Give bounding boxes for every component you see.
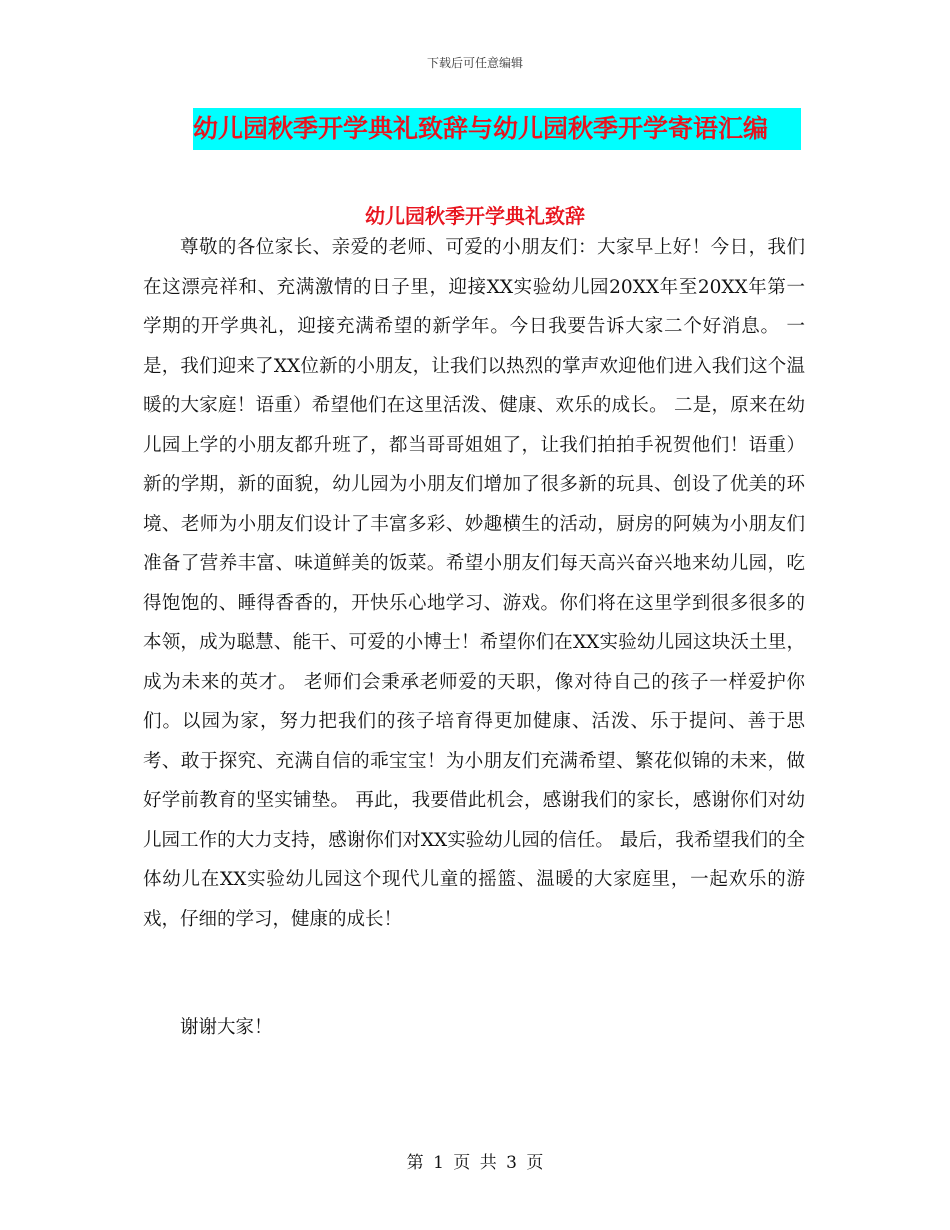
document-title: 幼儿园秋季开学典礼致辞与幼儿园秋季开学寄语汇编 <box>193 108 801 150</box>
closing-line: 谢谢大家！ <box>180 1017 273 1038</box>
page-number-footer: 第 1 页 共 3 页 <box>406 1153 544 1173</box>
speech-body-paragraph: 尊敬的各位家长、亲爱的老师、可爱的小朋友们：大家早上好！今日，我们在这漂亮祥和、充满激情的日子里，迎接XX实验幼儿园20XX年至20XX年第一学期的开学典礼，迎接充满希望的新学年。今日我要告诉大家二个好消息。 一是，我们迎来了XX位新的小朋友，让我们以热烈的掌声欢迎他们进入我们这个温暖的大家庭！语重）希望他们在这里活泼、健康、欢乐的成长。 二是，原来在幼儿园上学的小朋友都升班了，都当哥哥姐姐了，让我们拍拍手祝贺他们！语重） 新的学期，新的面貌，幼儿园为小朋友们增加了很多新的玩具、创设了优美的环境、老师为小朋友们设计了丰富多彩、妙趣横生的活动，厨房的阿姨为小朋友们准备了营养丰富、味道鲜美的饭菜。希望小朋友们每天高兴奋兴地来幼儿园，吃得饱饱的、睡得香香的，开快乐心地学习、游戏。你们将在这里学到很多很多的本领，成为聪慧、能干、可爱的小博士！希望你们在XX实验幼儿园这块沃土里，成为未来的英才。 老师们会秉承老师爱的天职，像对待自己的孩子一样爱护你们。以园为家，努力把我们的孩子培育得更加健康、活泼、乐于提问、善于思考、敢于探究、充满自信的乖宝宝！为小朋友们充满希望、繁花似锦的未来，做好学前教育的坚实铺垫。 再此，我要借此机会，感谢我们的家长，感谢你们对幼儿园工作的大力支持，感谢你们对XX实验幼儿园的信任。 最后，我希望我们的全体幼儿在XX实验幼儿园这个现代儿童的摇篮、温暖的大家庭里，一起欢乐的游戏，仔细的学习，健康的成长！ <box>143 237 805 930</box>
page-header-note: 下载后可任意编辑 <box>426 56 523 70</box>
section-title: 幼儿园秋季开学典礼致辞 <box>365 204 585 228</box>
